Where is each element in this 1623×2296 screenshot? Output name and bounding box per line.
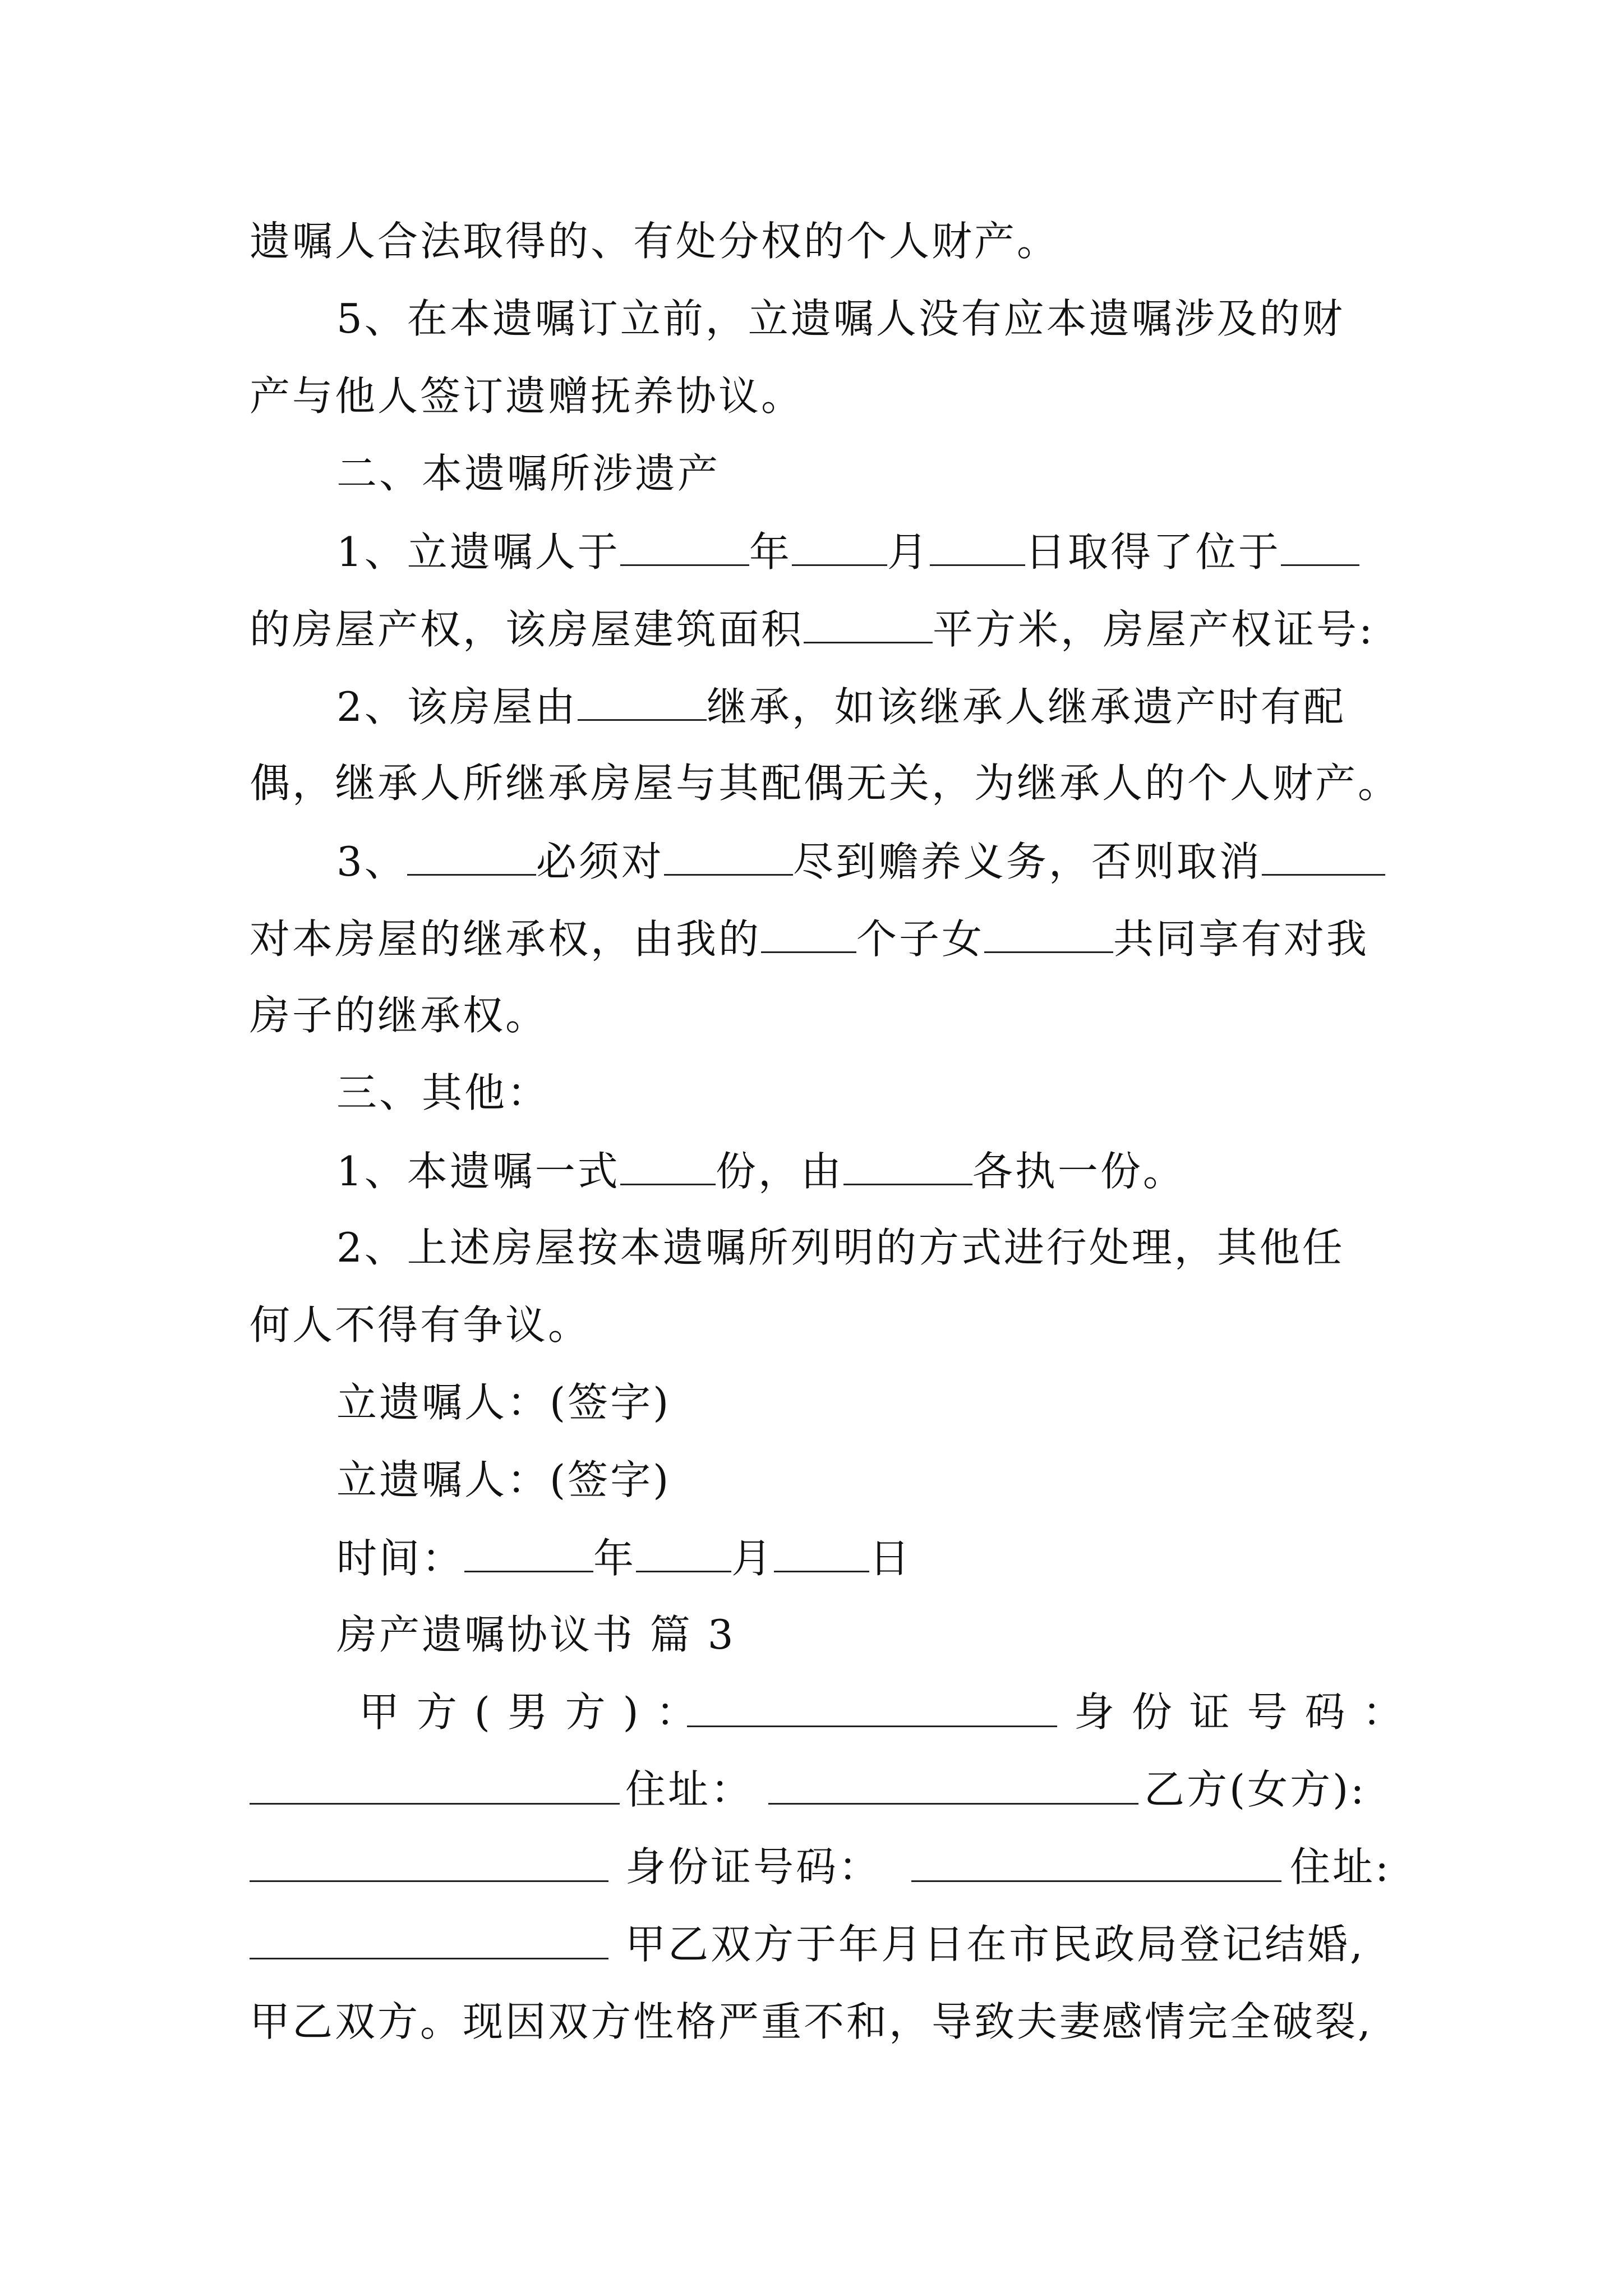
blank-field-month[interactable]	[636, 1537, 731, 1572]
party-b-address-label	[1290, 1843, 1391, 1890]
text: 1、立遗嘱人于	[336, 528, 620, 576]
section-title: 三、其他：	[336, 1069, 550, 1116]
text: 甲乙双方于年月日在市民政局登记结婚,	[625, 1921, 1365, 1968]
text: 1、本遗嘱一式	[336, 1148, 620, 1195]
text: 5、在本遗嘱订立前，立遗嘱人没有应本遗嘱涉及的财	[336, 295, 1345, 342]
party-a-address-label	[625, 1766, 754, 1813]
paragraph-property-scope	[250, 218, 1060, 265]
text: 平方米，房屋产权证号:	[933, 606, 1375, 653]
blank-field-children-names[interactable]	[984, 918, 1113, 953]
text: 产与他人签订遗赠抚养协议。	[250, 372, 804, 420]
party-b-id-label	[625, 1843, 882, 1890]
blank-field-heir[interactable]	[407, 840, 536, 876]
blank-field-year[interactable]	[620, 531, 749, 566]
text: 个子女	[856, 915, 985, 963]
reason-statement	[250, 1998, 1373, 2045]
text: 月	[731, 1535, 774, 1582]
signature-label: 立遗嘱人：(签字)	[336, 1379, 671, 1426]
text: 身 份 证 号 码 ：	[1074, 1688, 1405, 1736]
party-a-address-blank	[768, 1769, 1138, 1811]
text: 年	[749, 528, 792, 576]
text: 乙方(女方):	[1144, 1766, 1367, 1813]
party-b-name-blank	[250, 1847, 608, 1888]
paragraph-estate-1-line2	[250, 606, 1375, 653]
text: 3、	[336, 838, 407, 885]
text: 住址：	[625, 1766, 754, 1813]
blank-field-party-a-address[interactable]	[768, 1769, 1138, 1805]
section-heading-part3	[336, 1611, 736, 1658]
text: 身份证号码：	[625, 1843, 882, 1890]
text: 各执一份。	[972, 1148, 1186, 1195]
party-a-id-blank	[250, 1769, 620, 1811]
blank-field-day[interactable]	[930, 531, 1025, 566]
section-heading-estate	[336, 450, 721, 497]
text: 何人不得有争议。	[250, 1301, 591, 1349]
blank-field-day[interactable]	[774, 1537, 869, 1572]
signature-line-1	[336, 1379, 671, 1426]
text: 的房屋产权，该房屋建筑面积	[250, 606, 804, 653]
signature-line-2	[336, 1456, 671, 1503]
text: 日	[869, 1535, 912, 1582]
text: 甲乙双方。现因双方性格严重不和，导致夫妻感情完全破裂,	[250, 1998, 1373, 2045]
section-heading-other	[336, 1069, 550, 1116]
party-b-label	[1144, 1766, 1367, 1813]
paragraph-estate-3-line1	[336, 838, 1385, 885]
blank-field-location[interactable]	[1281, 531, 1359, 566]
text: 月	[887, 528, 930, 576]
paragraph-estate-1-line1	[336, 528, 1359, 576]
text: 偶，继承人所继承房屋与其配偶无关，为继承人的个人财产。	[250, 760, 1401, 807]
blank-field-party-b-address[interactable]	[250, 1924, 608, 1959]
document-title: 房产遗嘱协议书 篇 3	[336, 1611, 736, 1658]
text: 2、该房屋由	[336, 683, 578, 730]
blank-field-person[interactable]	[1262, 840, 1385, 876]
blank-field-party-b-name[interactable]	[250, 1847, 608, 1882]
text: 遗嘱人合法取得的、有处分权的个人财产。	[250, 218, 1060, 265]
marriage-statement	[625, 1921, 1365, 1968]
paragraph-other-1	[336, 1148, 1186, 1195]
party-a-line	[359, 1688, 699, 1736]
paragraph-estate-2-line1	[336, 683, 1346, 730]
date-line	[336, 1535, 912, 1582]
text: 共同享有对我	[1113, 915, 1370, 963]
blank-field-holders[interactable]	[843, 1150, 972, 1185]
blank-field-dependant[interactable]	[664, 840, 793, 876]
text: 时间：	[336, 1535, 465, 1582]
blank-field-heir[interactable]	[578, 685, 707, 721]
paragraph-other-2-line2	[250, 1301, 591, 1349]
paragraph-estate-3-line2	[250, 915, 1370, 963]
paragraph-estate-3-line3	[250, 992, 548, 1039]
signature-label: 立遗嘱人：(签字)	[336, 1456, 671, 1503]
blank-field-area[interactable]	[804, 608, 933, 643]
text: 必须对	[536, 838, 664, 885]
text: 尽到赡养义务，否则取消	[792, 838, 1262, 885]
blank-field-party-a-name[interactable]	[687, 1692, 1057, 1727]
text: 继承，如该继承人继承遗产时有配	[706, 683, 1346, 730]
blank-field-year[interactable]	[464, 1537, 593, 1572]
blank-field-party-b-id[interactable]	[911, 1847, 1281, 1882]
text: 住址:	[1290, 1843, 1391, 1890]
blank-field-children-count[interactable]	[761, 918, 856, 953]
section-title: 二、本遗嘱所涉遗产	[336, 450, 721, 497]
text: 年	[593, 1535, 637, 1582]
paragraph-other-2-line1	[336, 1224, 1345, 1271]
text: 房子的继承权。	[250, 992, 548, 1039]
party-b-id-blank	[911, 1847, 1281, 1888]
text: 2、上述房屋按本遗嘱所列明的方式进行处理，其他任	[336, 1224, 1345, 1271]
blank-field-party-a-id[interactable]	[250, 1769, 620, 1805]
text: 份，由	[715, 1148, 843, 1195]
party-b-address-blank	[250, 1924, 608, 1966]
text: 甲 方 ( 男 方 ) ：	[359, 1688, 699, 1736]
paragraph-clause-5-line1	[336, 295, 1345, 342]
text: 对本房屋的继承权，由我的	[250, 915, 762, 963]
party-a-id-label	[1074, 1688, 1405, 1736]
party-a-name-blank	[687, 1692, 1057, 1733]
paragraph-clause-5-line2	[250, 372, 804, 420]
blank-field-month[interactable]	[792, 531, 887, 566]
blank-field-copies[interactable]	[620, 1150, 716, 1185]
paragraph-estate-2-line2	[250, 760, 1401, 807]
text: 日取得了位于	[1025, 528, 1281, 576]
